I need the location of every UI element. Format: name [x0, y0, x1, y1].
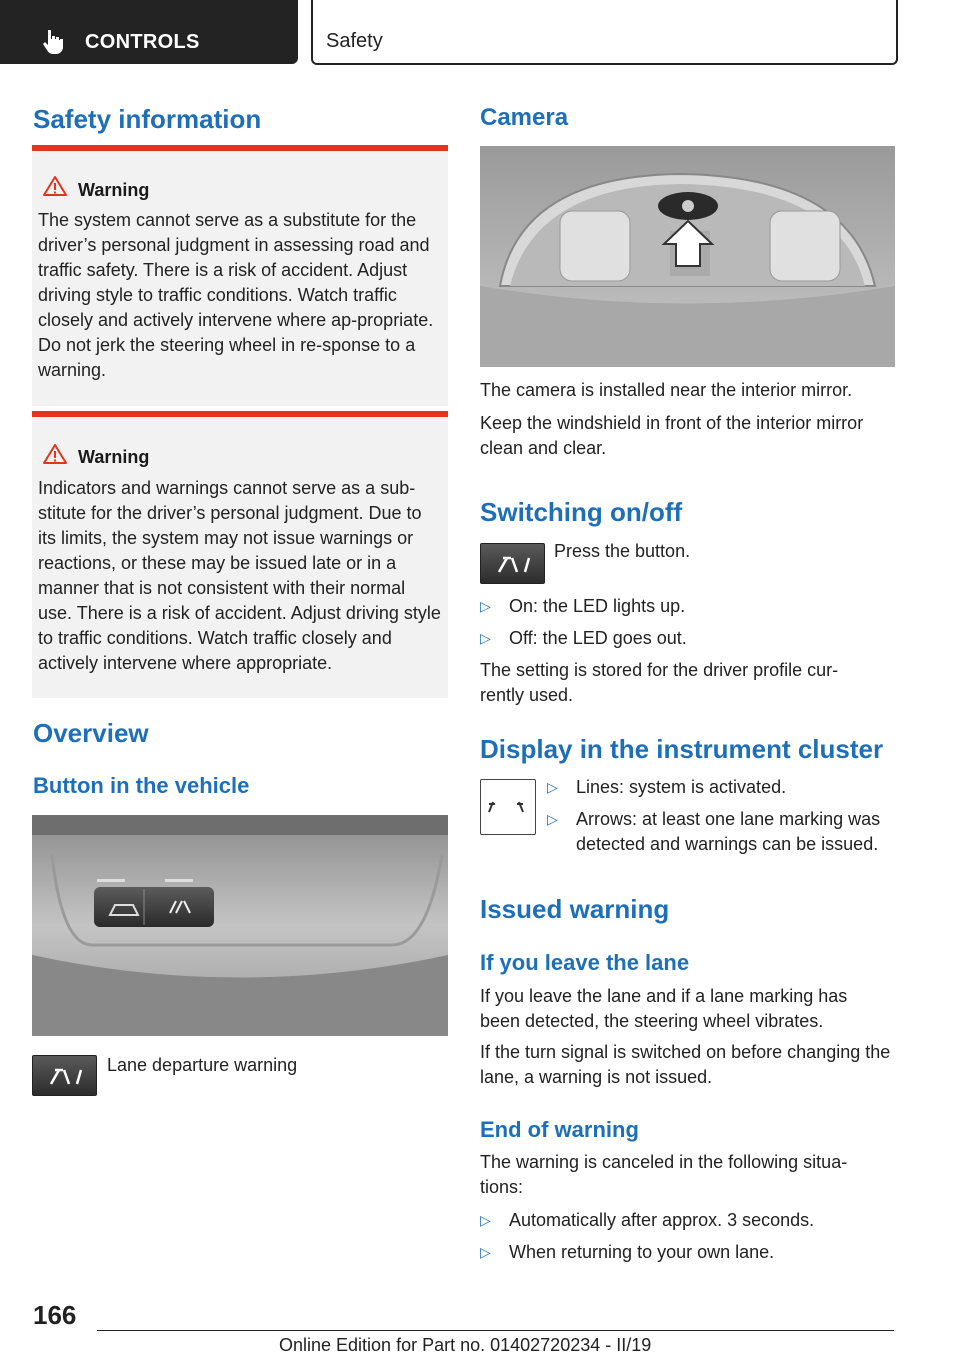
- warning-triangle-icon: [42, 175, 68, 197]
- issued-warning-title: Issued warning: [480, 894, 670, 924]
- camera-title: Camera: [480, 104, 569, 131]
- lane-departure-caption: Lane departure warning: [107, 1055, 298, 1075]
- end-bullet-2: [480, 1240, 895, 1266]
- end-of-warning-paragraph: The warning is canceled in the following situa-tions:: [480, 1152, 848, 1197]
- bullet-off: [480, 626, 895, 652]
- display-title: Display in the instrument cluster: [480, 734, 884, 764]
- section-tab[interactable]: [0, 0, 298, 64]
- button-in-vehicle-heading: Button in the vehicle: [33, 773, 250, 798]
- end-bullet-1-text: Automatically after approx. 3 seconds.: [509, 1210, 815, 1230]
- leave-lane-paragraph-1: If you leave the lane and if a lane marking has been detected, the steering wheel vibrates.: [480, 986, 848, 1031]
- vehicle-button-photo: [32, 815, 448, 1036]
- lane-indicator-icon: [480, 779, 536, 835]
- triangle-bullet-icon: ▷: [547, 811, 558, 827]
- display-bullet-1: [547, 775, 897, 801]
- switching-title: Switching on/off: [480, 497, 683, 527]
- safety-information-title: Safety information: [33, 104, 262, 134]
- bullet-off-text: Off: the LED goes out.: [509, 628, 687, 648]
- display-bullet-2-text: Arrows: at least one lane marking was detected and warnings can be issued.: [576, 809, 881, 854]
- bullet-on-text: On: the LED lights up.: [509, 596, 686, 616]
- section-label: CONTROLS: [85, 31, 200, 53]
- page-number: 166: [33, 1300, 77, 1330]
- overview-title: Overview: [33, 718, 149, 748]
- subsection-label: Safety: [326, 30, 383, 52]
- end-of-warning-heading: End of warning: [480, 1117, 639, 1142]
- camera-photo: [480, 146, 895, 367]
- lane-departure-button-icon: [480, 543, 545, 584]
- footer-rule: [97, 1330, 894, 1331]
- triangle-bullet-icon: ▷: [547, 779, 558, 795]
- display-bullet-2: [547, 807, 899, 859]
- triangle-bullet-icon: ▷: [480, 1212, 491, 1228]
- leave-lane-paragraph-2: If the turn signal is switched on before changing the lane, a warning is not issued.: [480, 1042, 891, 1087]
- subsection-tab[interactable]: [311, 0, 898, 65]
- press-button-text: Press the button.: [554, 541, 691, 561]
- triangle-bullet-icon: ▷: [480, 598, 491, 614]
- warning-text-1: The system cannot serve as a substitute for the driver’s personal judgment in assessing road and traffic safety. There is a risk of accident. Adjust driving style to traffic conditions. Watch traffic closely and actively intervene where ap-propriate. Do not jerk the steering wheel in re-sponse to a warning.: [38, 210, 434, 380]
- display-bullet-1-text: Lines: system is activated.: [576, 777, 787, 797]
- end-bullet-1: [480, 1208, 895, 1234]
- edition-text: Online Edition for Part no. 01402720234 - II/19: [279, 1335, 652, 1355]
- warning-label-2: Warning: [78, 447, 150, 467]
- triangle-bullet-icon: ▷: [480, 1244, 491, 1260]
- warning-text-2: Indicators and warnings cannot serve as a sub-stitute for the driver’s personal judgment. Due to its limits, the system may not issue warnings or reactions, or these may be issued late or in a manner that is not consistent with their normal use. There is a risk of accident. Adjust driving style to traffic conditions. Watch traffic closely and actively intervene where appropriate.: [38, 478, 441, 673]
- bullet-on: [480, 594, 895, 620]
- leave-lane-heading: If you leave the lane: [480, 950, 690, 975]
- camera-paragraph-2: Keep the windshield in front of the interior mirror clean and clear.: [480, 413, 864, 458]
- warning-label-1: Warning: [78, 180, 150, 200]
- warning-triangle-icon: [42, 443, 68, 465]
- setting-note: The setting is stored for the driver profile cur-rently used.: [480, 660, 839, 705]
- warning-box-1: [32, 145, 448, 406]
- hand-pointer-icon: [40, 28, 66, 54]
- end-bullet-2-text: When returning to your own lane.: [509, 1242, 775, 1262]
- warning-box-2: [32, 411, 448, 698]
- lane-departure-button-icon: [32, 1055, 97, 1096]
- camera-paragraph-1: The camera is installed near the interior mirror.: [480, 380, 853, 400]
- triangle-bullet-icon: ▷: [480, 630, 491, 646]
